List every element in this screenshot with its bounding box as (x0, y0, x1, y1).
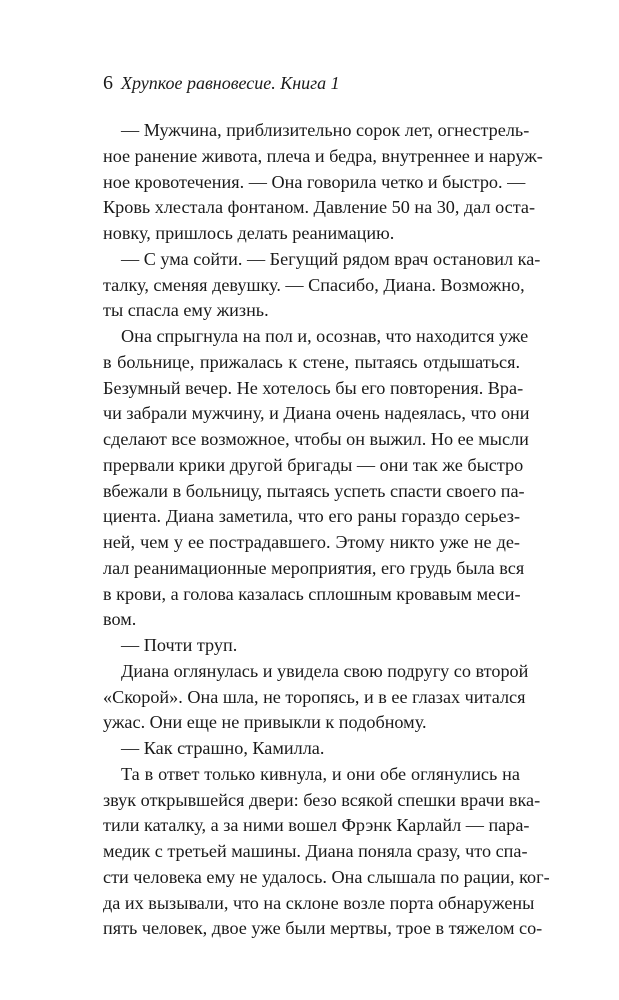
text-line: Она спрыгнула на пол и, осознав, что находится уже (121, 326, 529, 346)
page-number: 6 (103, 72, 113, 94)
text-line: — Мужчина, приблизительно сорок лет, огнестрель- (121, 120, 530, 140)
text-line: Та в ответ только кивнула, и они обе оглянулись на (121, 763, 520, 784)
text-line: вом. (103, 609, 137, 630)
text-line: ты спасла ему жизнь. (103, 300, 269, 321)
running-head (103, 72, 340, 94)
text-line: циента. Диана заметила, что его раны гораздо серьез- (103, 506, 520, 527)
text-line: ней, чем у ее пострадавшего. Этому никто уже не де- (103, 532, 520, 552)
text-line: пять человек, двое уже были мертвы, трое в тяжелом со- (103, 918, 543, 939)
text-line: сделают все возможное, чтобы он выжил. Но ее мысли (103, 429, 529, 449)
text-line: — Почти труп. (121, 635, 238, 655)
text-line: ное ранение живота, плеча и бедра, внутреннее и наруж- (103, 145, 543, 166)
text-line: ужас. Они еще не привыкли к подобному. (103, 712, 427, 733)
text-line: талку, сменяя девушку. — Спасибо, Диана. Возможно, (103, 274, 525, 295)
text-line: медик с третьей машины. Диана поняла сразу, что спа- (103, 841, 528, 861)
text-line: — Как страшно, Камилла. (121, 738, 325, 758)
text-line: Безумный вечер. Не хотелось бы его повторения. Вра- (103, 377, 524, 398)
text-line: Диана оглянулась и увидела свою подругу со второй (121, 660, 529, 681)
text-line: в крови, а голова казалась сплошным кровавым меси- (103, 583, 521, 604)
text-line: лал реанимационные мероприятия, его грудь была вся (103, 557, 525, 578)
text-line: — С ума сойти. — Бегущий рядом врач остановил ка- (121, 248, 541, 269)
text-line: ное кровотечения. — Она говорила четко и быстро. — (103, 171, 526, 192)
text-line: тили каталку, а за ними вошел Фрэнк Карлайл — пара- (103, 815, 530, 836)
text-line: Кровь хлестала фонтаном. Давление 50 на 30, дал оста- (103, 197, 536, 218)
text-line: вбежали в больницу, пытаясь успеть спасти своего па- (103, 480, 525, 501)
text-line: да их вызывали, что на склоне возле порта обнаружены (103, 892, 535, 913)
body-text (103, 118, 550, 942)
text-line: чи забрали мужчину, и Диана очень надеялась, что они (103, 403, 530, 424)
text-line: сти человека ему не удалось. Она слышала по рации, ког- (103, 866, 550, 887)
book-title: Хрупкое равновесие. Книга 1 (121, 73, 340, 93)
text-line: в больнице, прижалась к стене, пытаясь отдышаться. (103, 351, 520, 372)
text-line: прервали крики другой бригады — они так же быстро (103, 454, 524, 475)
text-line: «Скорой». Она шла, не торопясь, и в ее глазах читался (103, 686, 526, 707)
text-line: звук открывшейся двери: безо всякой спешки врачи вка- (103, 789, 541, 810)
text-line: новку, пришлось делать реанимацию. (103, 223, 395, 243)
